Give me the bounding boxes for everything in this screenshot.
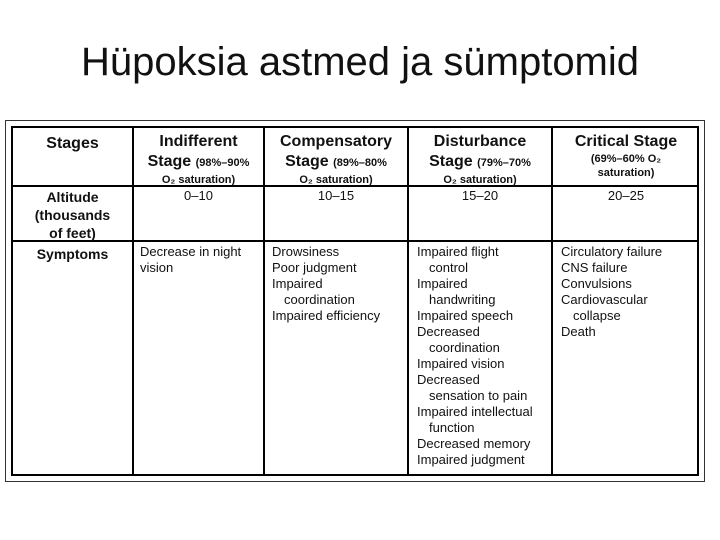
altitude-label-line: (thousands (34, 207, 111, 223)
header-stages: Stages (46, 135, 99, 152)
symptom-item: Decrease in night (140, 244, 242, 259)
saturation-label: O₂ saturation) (161, 174, 236, 186)
symptoms-critical (561, 244, 699, 340)
symptom-item: Decreased memory (417, 436, 531, 451)
range: (69%–60% O₂ (590, 153, 662, 165)
header-compensatory-name: Compensatory (279, 133, 393, 150)
slide-title: Hüpoksia astmed ja sümptomid (80, 40, 640, 84)
symptom-item: Decreased (417, 324, 480, 339)
symptom-item: Death (561, 324, 596, 339)
altitude-critical: 20–25 (607, 188, 645, 203)
saturation-label: saturation) (597, 167, 655, 179)
symptom-item: coordination (429, 340, 500, 355)
symptoms-disturbance (417, 244, 550, 468)
stage-word: Stage (285, 153, 329, 170)
row-header-symptoms: Symptoms (36, 246, 109, 262)
symptoms-compensatory (272, 244, 406, 324)
row-header-altitude (13, 188, 132, 242)
stage-word: Stage (429, 153, 473, 170)
header-compensatory-stage (265, 152, 407, 173)
symptom-item: Circulatory failure (561, 244, 663, 259)
symptom-item: Poor judgment (272, 260, 357, 275)
symptom-item: Impaired judgment (417, 452, 525, 467)
header-indifferent-name: Indifferent (159, 133, 238, 150)
range: (89%–80% (333, 157, 387, 169)
range: (98%–90% (195, 157, 250, 169)
symptom-item: Impaired efficiency (272, 308, 381, 323)
symptom-item: Impaired vision (417, 356, 505, 371)
symptom-item: Cardiovascular (561, 292, 648, 307)
altitude-disturbance: 15–20 (461, 188, 499, 203)
header-critical (553, 132, 699, 180)
symptom-item: Drowsiness (272, 244, 340, 259)
symptom-item: coordination (284, 292, 355, 307)
symptom-item: Convulsions (561, 276, 632, 291)
symptom-item: collapse (573, 308, 621, 323)
altitude-label-line: of feet) (49, 225, 96, 241)
header-compensatory (265, 132, 407, 187)
altitude-indifferent: 0–10 (184, 188, 213, 203)
header-disturbance-stage (409, 152, 551, 173)
symptoms-indifferent (140, 244, 262, 276)
symptom-item: sensation to pain (429, 388, 528, 403)
saturation-label: O₂ saturation) (299, 174, 373, 186)
symptom-item: Impaired (417, 276, 468, 291)
header-indifferent (134, 132, 263, 187)
symptom-item: Impaired flight (417, 244, 499, 259)
symptom-item: Impaired intellectual (417, 404, 533, 419)
symptom-item: CNS failure (561, 260, 628, 275)
symptom-item: Impaired (272, 276, 323, 291)
symptom-item: handwriting (429, 292, 496, 307)
header-critical-name: Critical Stage (574, 133, 678, 150)
stage-word: Stage (147, 153, 192, 170)
header-disturbance-name: Disturbance (433, 133, 527, 150)
symptom-item: vision (140, 260, 174, 275)
hypoxia-stages-table (11, 126, 699, 476)
symptom-item: control (429, 260, 469, 275)
symptom-item: Impaired speech (417, 308, 514, 323)
altitude-label-line: Altitude (46, 189, 99, 205)
range: (79%–70% (477, 157, 531, 169)
header-disturbance (409, 132, 551, 187)
symptom-item: function (429, 420, 475, 435)
header-indifferent-stage (134, 152, 263, 173)
altitude-compensatory: 10–15 (317, 188, 355, 203)
hypoxia-table-frame (5, 120, 705, 482)
saturation-label: O₂ saturation) (443, 174, 517, 186)
symptom-item: Decreased (417, 372, 480, 387)
